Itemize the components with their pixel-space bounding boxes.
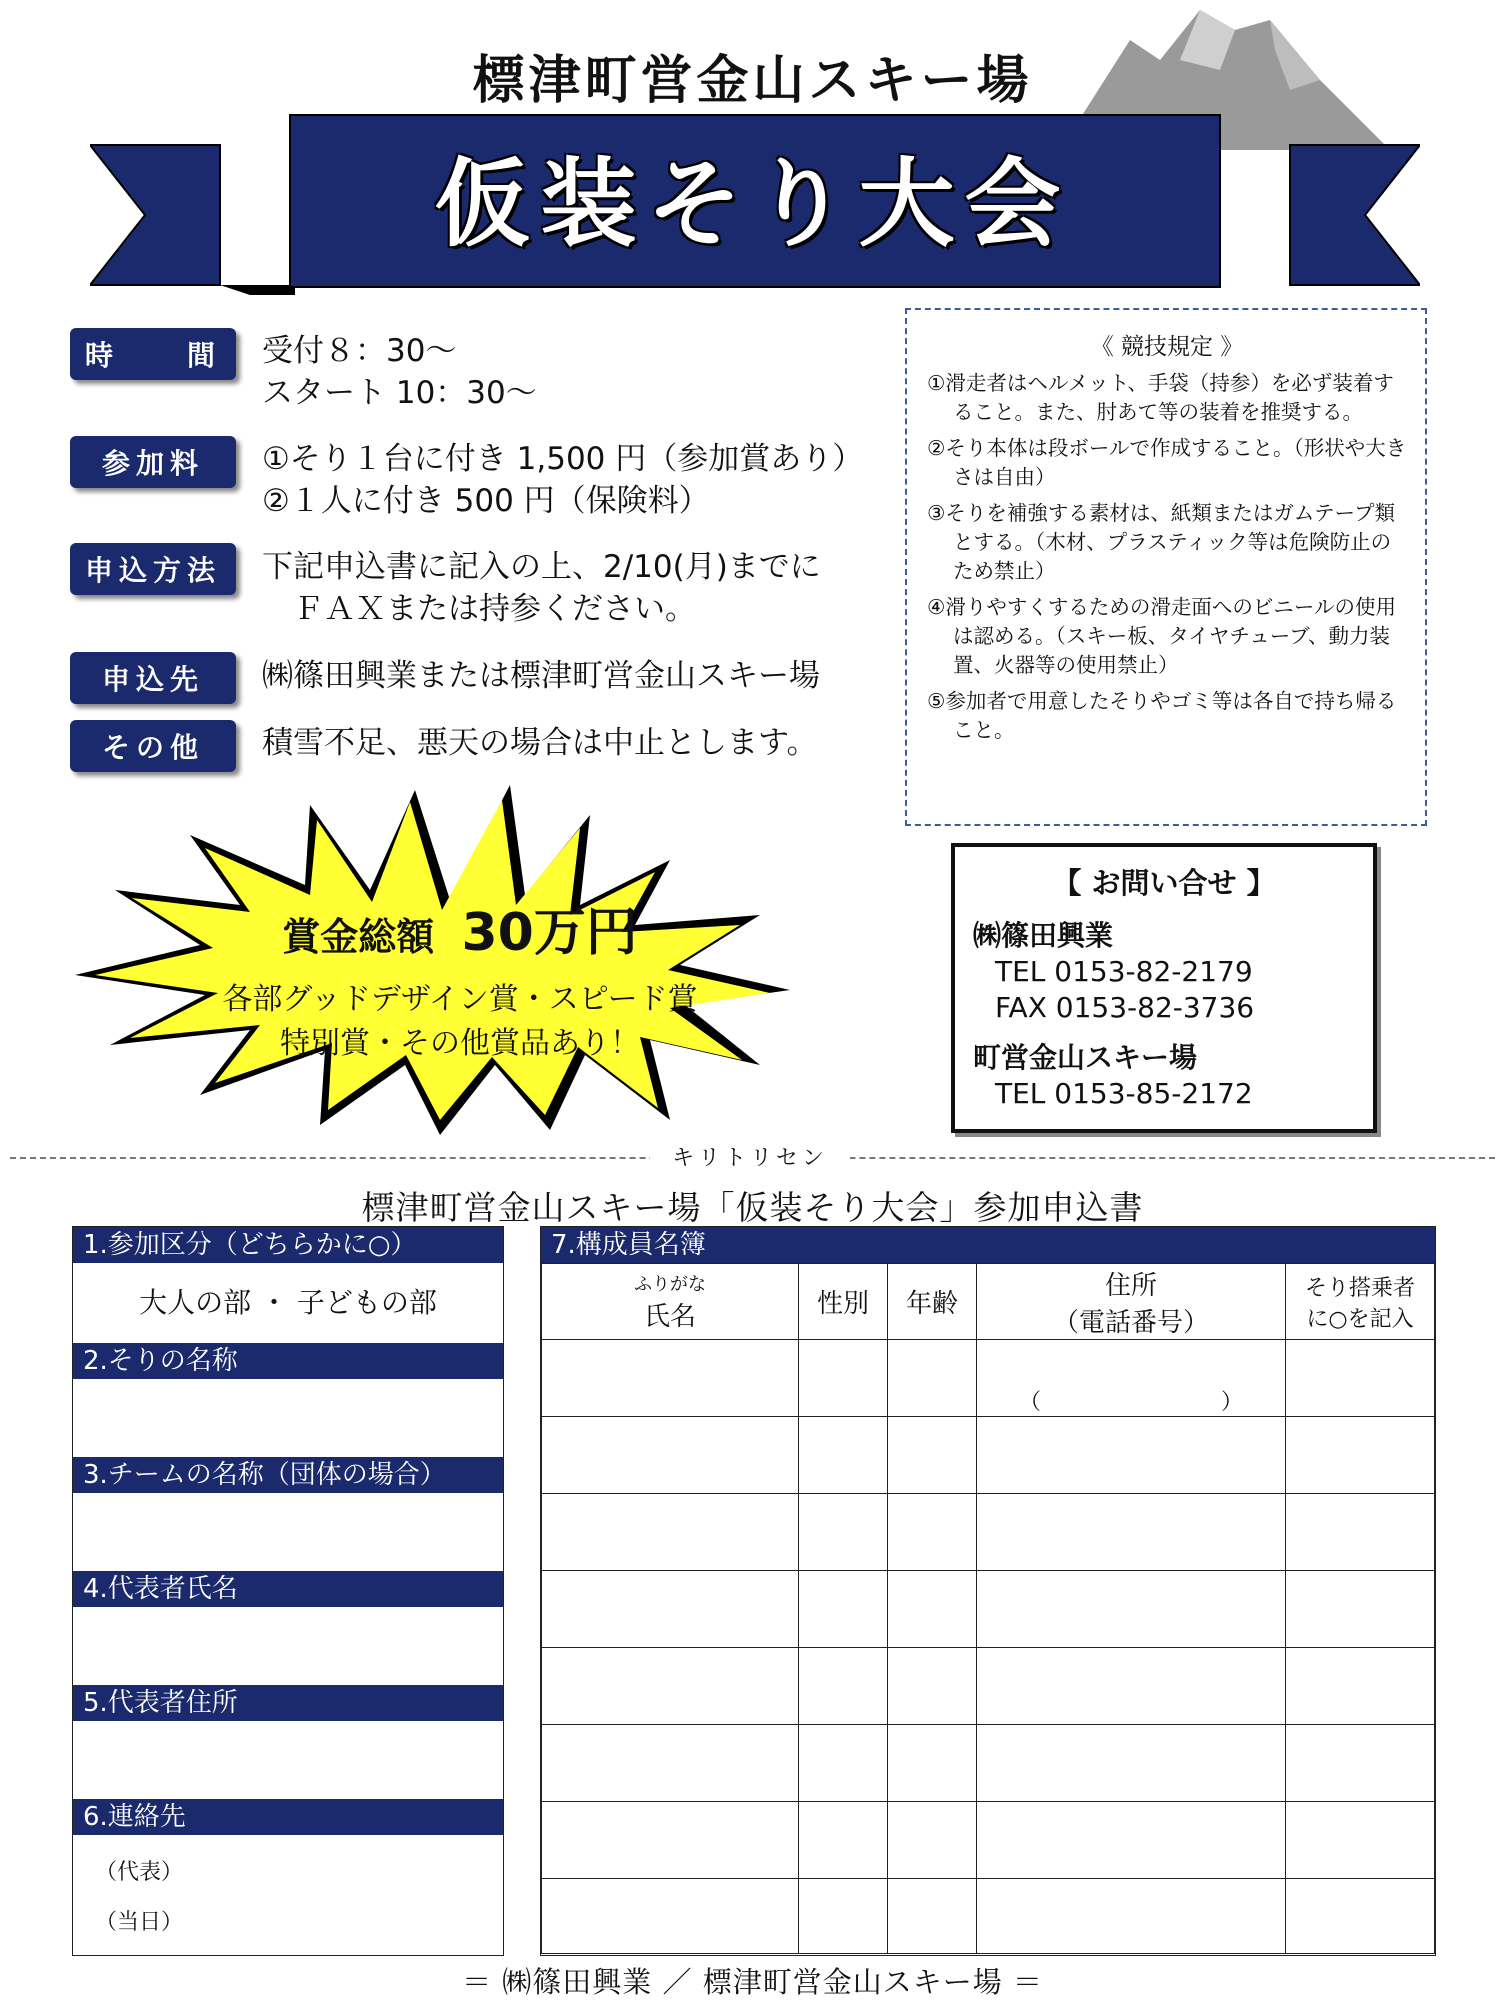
other-text: 積雪不足、悪天の場合は中止とします。 [262, 725, 818, 761]
form-title: 標津町営金山スキー場「仮装そり大会」参加申込書 [361, 1188, 1144, 1227]
contact-fax1: FAX 0153-82-3736 [995, 991, 1255, 1024]
contact-org1: ㈱篠田興業 [973, 919, 1114, 952]
prize-amount: 30万円 [461, 903, 638, 963]
contact-tel2: TEL 0153-85-2172 [995, 1077, 1253, 1110]
sled-name-field[interactable] [73, 1379, 503, 1457]
member-row[interactable] [542, 1879, 1435, 1954]
member-list [540, 1226, 1436, 1956]
section-team-name-head: 3.チームの名称（団体の場合） [73, 1457, 503, 1493]
member-row[interactable] [542, 1725, 1435, 1802]
contact-title: 【 お問い合せ 】 [1052, 866, 1276, 900]
col-rider-1: そり搭乗者 [1304, 1275, 1415, 1301]
col-name: 氏名 [643, 1302, 696, 1332]
contact-org2: 町営金山スキー場 [973, 1041, 1198, 1074]
section-sled-name-head: 2.そりの名称 [73, 1343, 503, 1379]
rule-item: ③そりを補強する素材は、紙類またはガムテープ類とする。（木材、プラスティック等は危険防止のため禁止） [927, 501, 1395, 583]
prize-label: 賞金総額 [282, 915, 435, 959]
col-rider-2: に○を記入 [1306, 1306, 1414, 1332]
apply-to-text: ㈱篠田興業または標津町営金山スキー場 [262, 658, 820, 694]
label-apply-to: 申込先 [70, 652, 236, 704]
col-age: 年齢 [888, 1264, 977, 1340]
time-text: 受付８：30〜 スタート 10：30〜 [262, 333, 537, 411]
label-fee: 参加料 [70, 436, 236, 488]
member-row[interactable] [542, 1417, 1435, 1494]
rule-item: ①滑走者はヘルメット、手袋（持参）を必ず装着すること。また、肘あて等の装着を推奨する。 [927, 371, 1394, 424]
member-table [541, 1263, 1435, 1954]
section-contact-head: 6.連絡先 [73, 1799, 503, 1835]
col-address: 住所 [1104, 1270, 1157, 1301]
rep-address-field[interactable] [73, 1721, 503, 1799]
contact-day-label[interactable]: （当日） [95, 1910, 184, 1935]
label-apply-method: 申込方法 [70, 543, 236, 595]
prize-line1: 各部グッドデザイン賞・スピード賞 [222, 982, 698, 1017]
member-row[interactable] [542, 1802, 1435, 1879]
phone-paren-close: ） [1221, 1390, 1244, 1415]
member-row[interactable] [542, 1571, 1435, 1648]
rules-box [905, 308, 1427, 826]
apply-method-text: 下記申込書に記入の上、2/10(月)までに ＦＡＸまたは持参ください。 [262, 549, 821, 627]
furigana-label: ふりがな [634, 1274, 706, 1295]
rule-item: ⑤参加者で用意したそりやゴミ等は各自で持ち帰ること。 [927, 689, 1397, 742]
event-title: 仮装そり大会 [434, 148, 1071, 260]
rep-name-field[interactable] [73, 1607, 503, 1685]
rule-item: ④滑りやすくするための滑走面へのビニールの使用は認める。（スキー板、タイヤチューブ、動力装置、火器等の使用禁止） [927, 595, 1396, 677]
prize-line2: 特別賞・その他賞品あり！ [280, 1026, 640, 1061]
members-head: 7.構成員名簿 [541, 1227, 1435, 1263]
team-name-field[interactable] [73, 1493, 503, 1571]
contact-box [951, 843, 1377, 1133]
member-table-header [542, 1264, 1435, 1340]
rules-title: 《 競技規定 》 [1090, 334, 1244, 360]
contact-tel1: TEL 0153-82-2179 [995, 955, 1253, 988]
member-row[interactable] [542, 1494, 1435, 1571]
prize-total [150, 890, 770, 965]
contact-rep-label[interactable]: （代表） [95, 1860, 184, 1885]
col-gender: 性別 [799, 1264, 888, 1340]
member-row[interactable] [542, 1340, 1435, 1417]
venue-title: 標津町営金山スキー場 [472, 51, 1033, 111]
section-rep-name-head: 4.代表者氏名 [73, 1571, 503, 1607]
label-other: その他 [70, 720, 236, 772]
member-row[interactable] [542, 1648, 1435, 1725]
section-category-head: 1.参加区分（どちらかに○） [73, 1227, 503, 1263]
rule-item: ②そり本体は段ボールで作成すること。（形状や大きさは自由） [927, 436, 1407, 489]
section-rep-address-head: 5.代表者住所 [73, 1685, 503, 1721]
application-form-left [72, 1226, 504, 1956]
phone-paren-open: （ [1018, 1390, 1041, 1415]
footer: ＝ ㈱篠田興業 ／ 標津町営金山スキー場 ＝ [462, 1965, 1043, 1999]
col-phone: （電話番号） [1052, 1307, 1209, 1338]
label-time: 時 間 [70, 328, 236, 380]
category-options[interactable]: 大人の部 ・ 子どもの部 [139, 1286, 437, 1319]
cut-label: キリトリセン [650, 1141, 850, 1172]
fee-text: ①そり１台に付き 1,500 円（参加賞あり） ②１人に付き 500 円（保険料） [262, 441, 864, 519]
